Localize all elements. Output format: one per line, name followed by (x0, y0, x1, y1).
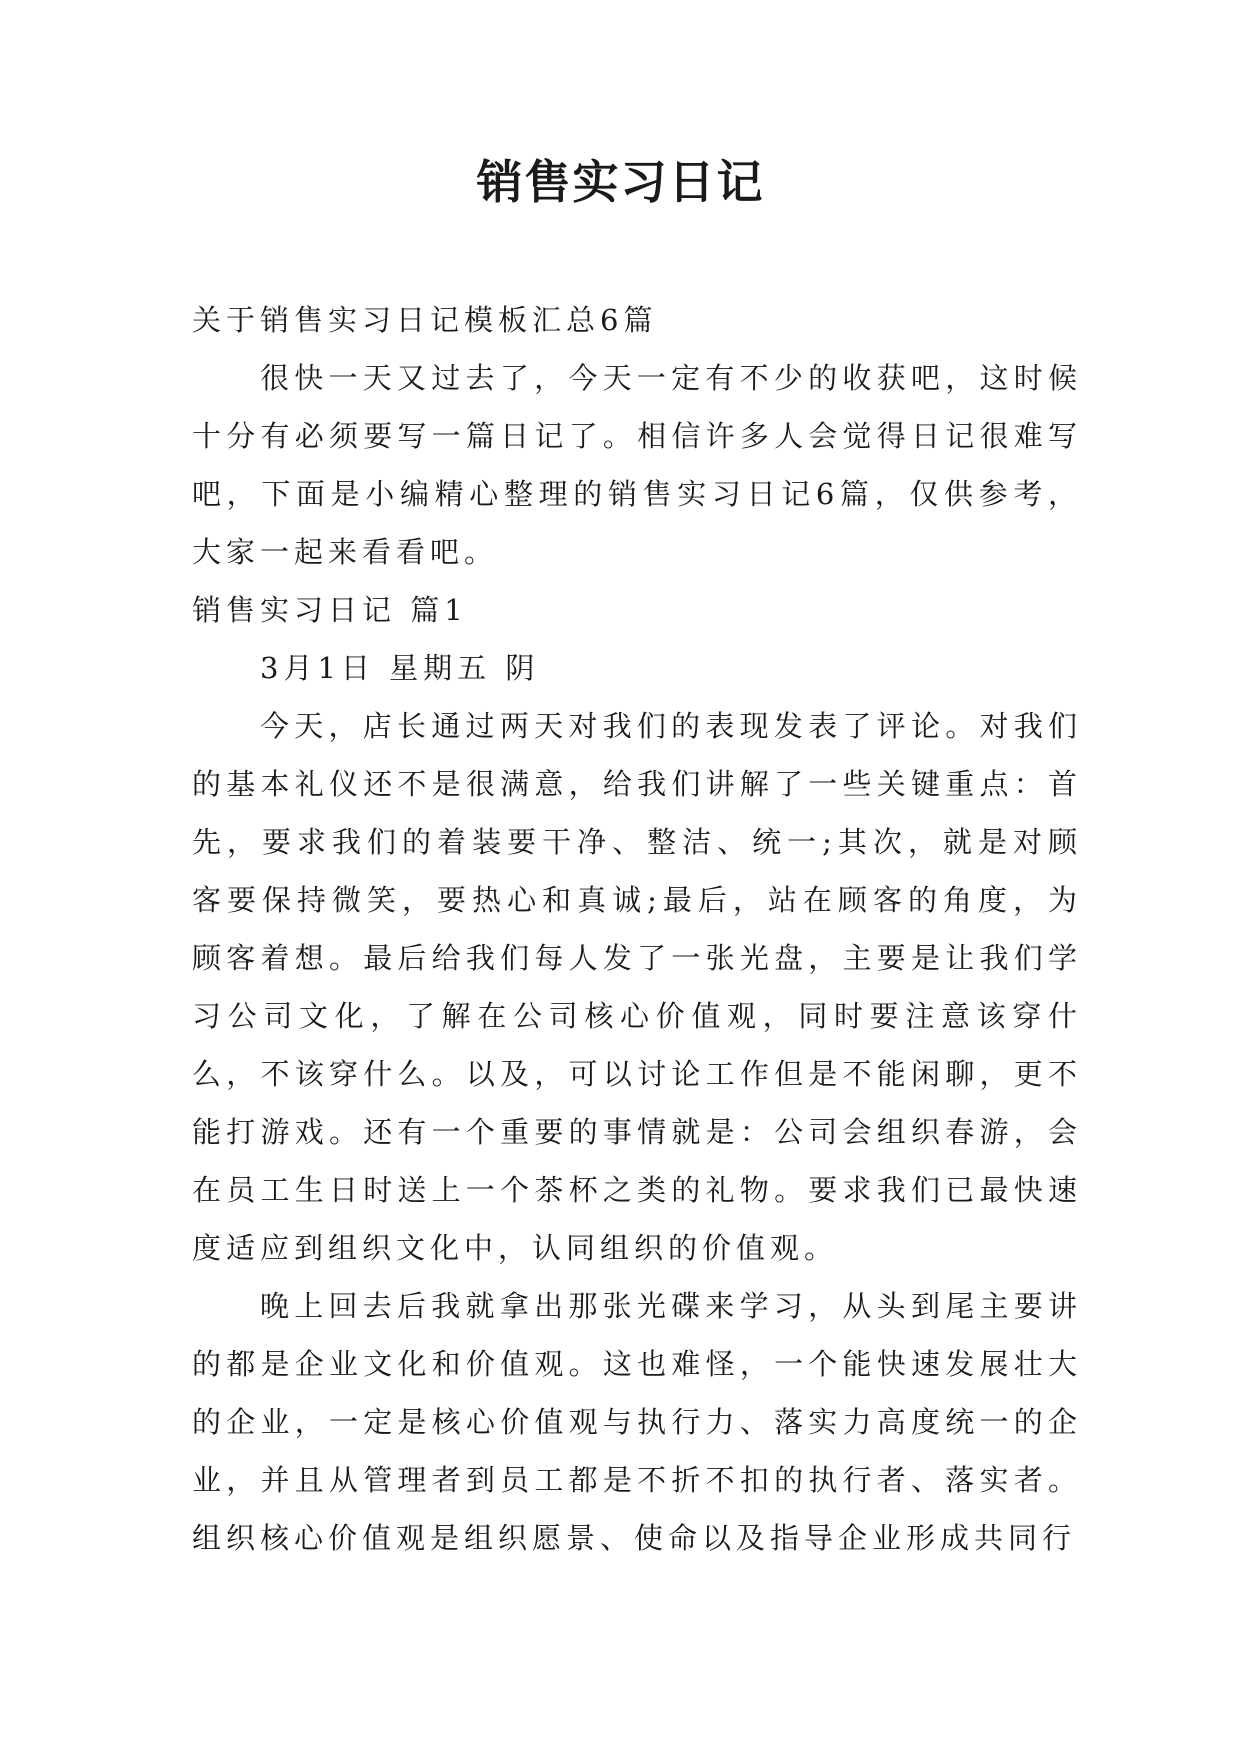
date-line: 3月1日 星期五 阴 (260, 651, 540, 685)
document-subtitle: 关于销售实习日记模板汇总6篇 (192, 303, 658, 337)
body-paragraph-2: 晚上回去后我就拿出那张光碟来学习，从头到尾主要讲的都是企业文化和价值观。这也难怪，一个能快速发展壮大的企业，一定是核心价值观与执行力、落实力高度统一的企业，并且从管理者到员工都是不折不扣的执行者、落实者。组织核心价值观是组织愿景、使命以及指导企业形成共同行 (192, 1289, 1082, 1555)
document-title: 销售实习日记 (476, 155, 765, 209)
document-body (192, 291, 1082, 1567)
intro-paragraph: 很快一天又过去了，今天一定有不少的收获吧，这时候十分有必须要写一篇日记了。相信许多人会觉得日记很难写吧，下面是小编精心整理的销售实习日记6篇，仅供参考，大家一起来看看吧。 (192, 361, 1082, 569)
body-paragraph-1: 今天，店长通过两天对我们的表现发表了评论。对我们的基本礼仪还不是很满意，给我们讲解了一些关键重点：首先，要求我们的着装要干净、整洁、统一;其次，就是对顾客要保持微笑，要热心和真诚;最后，站在顾客的角度，为顾客着想。最后给我们每人发了一张光盘，主要是让我们学习公司文化，了解在公司核心价值观，同时要注意该穿什么，不该穿什么。以及，可以讨论工作但是不能闲聊，更不能打游戏。还有一个重要的事情就是：公司会组织春游，会在员工生日时送上一个茶杯之类的礼物。要求我们已最快速度适应到组织文化中，认同组织的价值观。 (192, 709, 1082, 1265)
section-heading: 销售实习日记 篇1 (192, 593, 468, 627)
